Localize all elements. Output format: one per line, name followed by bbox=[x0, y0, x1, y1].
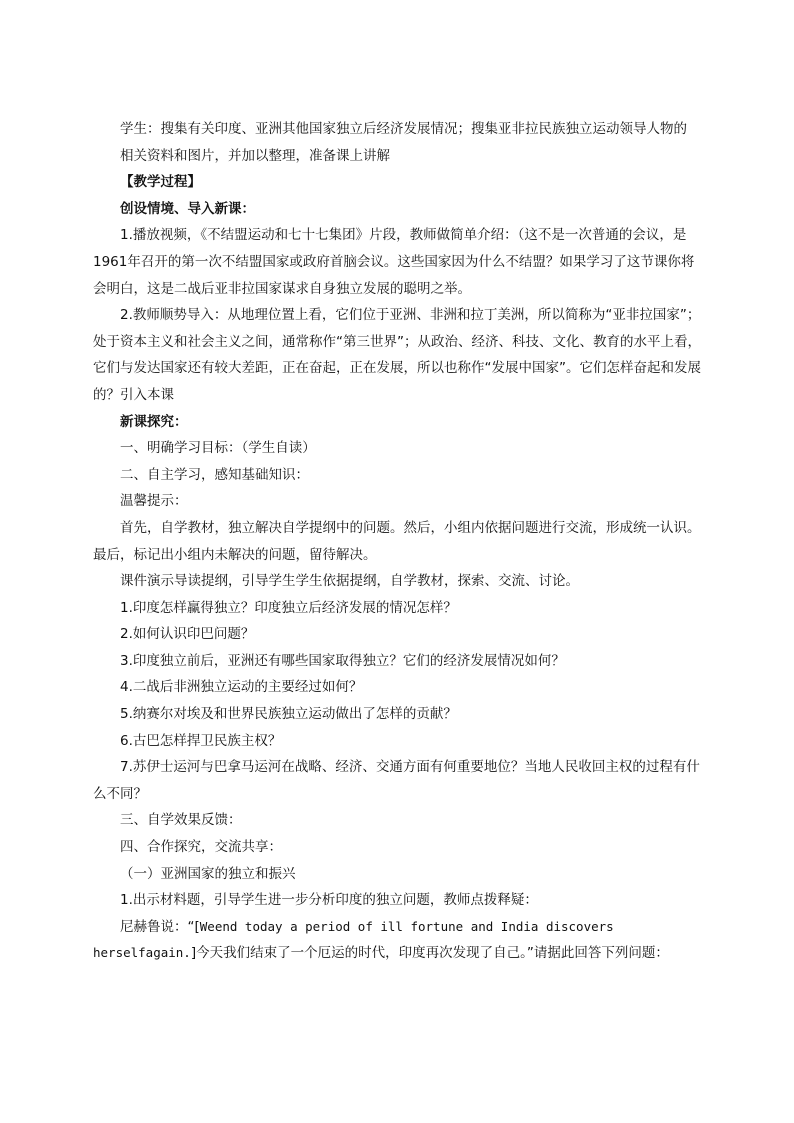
question-2: 2.如何认识印巴问题？ bbox=[120, 626, 255, 643]
section-feedback: 三、自学效果反馈： bbox=[120, 812, 242, 829]
paragraph-teacher-intro: 2.教师顺势导入：从地理位置上看，它们位于亚洲、非洲和拉丁美洲，所以简称为“亚非拉国家”；处于资本主义和社会主义之间，通常称作“第三世界”；从政治、经济、科技、文化、教育的水平上看，它们与发达国家还有较大差距，正在奋起，正在发展，所以也称作“发展中国家”。它们怎样奋起和发展的？引入本课 bbox=[93, 307, 701, 403]
section-cooperation: 四、合作探究，交流共享： bbox=[120, 839, 282, 856]
paragraph-play-video: 1.播放视频，《不结盟运动和七十七集团》片段，教师做简单介绍：（这不是一次普通的会议，是1961年召开的第一次不结盟国家或政府首脑会议。这些国家因为什么不结盟？如果学习了这节课你将会明白，这是二战后亚非拉国家谋求自身独立发展的聪明之举。 bbox=[93, 227, 695, 297]
quote-prefix: 尼赫鲁说：“[ bbox=[120, 918, 200, 935]
quote-suffix: ]今天我们结束了一个厄运的时代，印度再次发现了自己。”请据此回答下列问题： bbox=[190, 945, 669, 962]
paragraph-tip: 首先，自学教材，独立解决自学提纲中的问题。然后，小组内依据问题进行交流，形成统一认识。最后，标记出小组内未解决的问题，留待解决。 bbox=[93, 519, 701, 563]
section-learning-goals: 一、明确学习目标：（学生自读） bbox=[120, 440, 316, 457]
heading-teaching-process: 【教学过程】 bbox=[120, 174, 201, 191]
paragraph-student-prep-continued: 相关资料和图片，并加以整理，准备课上讲解 bbox=[120, 147, 390, 164]
document-page bbox=[93, 116, 701, 967]
paragraph-material: 1.出示材料题，引导学生进一步分析印度的独立问题，教师点拨释疑： bbox=[120, 892, 538, 909]
heading-new-lesson: 新课探究： bbox=[120, 413, 188, 430]
question-6: 6.古巴怎样捍卫民族主权？ bbox=[120, 732, 282, 749]
subsection-asia: （一）亚洲国家的独立和振兴 bbox=[120, 865, 296, 882]
question-4: 4.二战后非洲独立运动的主要经过如何？ bbox=[120, 679, 363, 696]
quote-english: Weend today a period of ill fortune and India discovers herselfagain. bbox=[93, 918, 614, 961]
paragraph-outline: 课件演示导读提纲，引导学生学生依据提纲，自学教材，探索、交流、讨论。 bbox=[120, 573, 579, 590]
heading-create-situation: 创设情境、导入新课： bbox=[120, 200, 255, 217]
question-5: 5.纳赛尔对埃及和世界民族独立运动做出了怎样的贡献？ bbox=[120, 706, 457, 723]
paragraph-student-prep: 学生：搜集有关印度、亚洲其他国家独立后经济发展情况；搜集亚非拉民族独立运动领导人物的 bbox=[120, 121, 687, 137]
paragraph-nehru-quote bbox=[93, 914, 701, 967]
question-3: 3.印度独立前后，亚洲还有哪些国家取得独立？它们的经济发展情况如何？ bbox=[120, 652, 565, 669]
question-7: 7.苏伊士运河与巴拿马运河在战略、经济、交通方面有何重要地位？当地人民收回主权的过程有什么不同？ bbox=[93, 759, 700, 802]
question-1: 1.印度怎样赢得独立？印度独立后经济发展的情况怎样？ bbox=[120, 599, 457, 616]
section-self-study: 二、自主学习，感知基础知识： bbox=[120, 466, 309, 483]
tip-heading: 温馨提示： bbox=[120, 493, 188, 510]
